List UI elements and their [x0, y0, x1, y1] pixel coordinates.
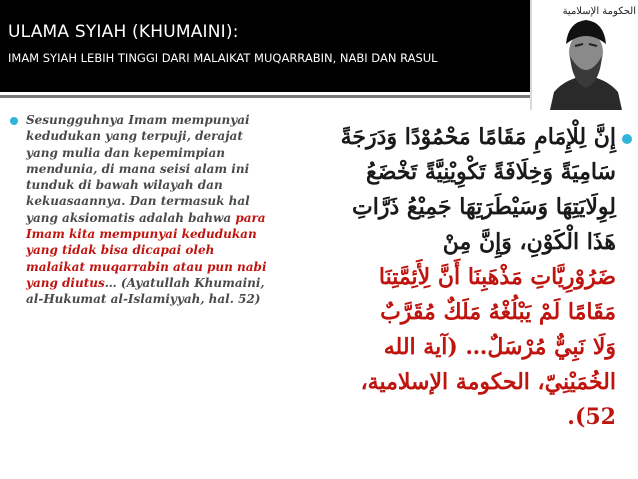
- indonesian-quote: [26, 112, 272, 308]
- arabic-line-6: مَقَامًا لَمْ يَبْلُغْهُ مَلَكٌ مُقَرَّبٌ: [380, 299, 616, 325]
- title-divider: [0, 95, 530, 98]
- quote-text-start: Sesungguhnya Imam mempunyai kedudukan yang terpuji, derajat yang mulia dan kepemimpian mendunia, di mana seisi alam ini tunduk di bawah wilayah dan kekuasaannya. Dan termasuk hal yang aksiomatis adalah bahwa: [26, 113, 250, 225]
- arabic-line-8: الخُمَيْنِيّ، الحكومة الإسلامية،: [360, 369, 616, 395]
- slide-title: ULAMA SYIAH (KHUMAINI):: [8, 22, 239, 42]
- photo-caption: الحكومة الإسلامية: [562, 6, 636, 17]
- arabic-line-5: ضَرُوْرِيَّاتِ مَذْهَبِنَا أَنَّ لِأَئِمَّتِنَا: [378, 264, 616, 290]
- slide-subtitle: IMAM SYIAH LEBIH TINGGI DARI MALAIKAT MUQARRABIN, NABI DAN RASUL: [8, 51, 438, 65]
- quote-text-end: … (Ayatullah Khumaini, al-Hukumat al-Islamiyyah, hal. 52): [26, 275, 265, 307]
- arabic-line-9: 52).: [567, 404, 616, 430]
- quote-highlight: para Imam kita mempunyai kedudukan yang tidak bisa dicapai oleh malaikat muqarrabin atau pun nabi yang diutus: [26, 210, 267, 290]
- right-column: [286, 120, 632, 435]
- arabic-line-3: لِوِلَايَتِهَا وَسَيْطَرَتِهَا جَمِيْعُ ذَرَّاتِ: [352, 194, 616, 220]
- title-bar: [0, 0, 530, 92]
- bullet-icon: [622, 134, 632, 144]
- left-column: [10, 112, 272, 308]
- arabic-line-2: سَامِيَةً وَخِلَافَةً تَكْوِيْنِيَّةً تَخْضَعُ: [366, 159, 616, 185]
- arabic-line-4: هَذَا الْكَوْنِ، وَإِنَّ مِنْ: [442, 229, 616, 255]
- arabic-line-1: إِنَّ لِلْإِمَامِ مَقَامًا مَحْمُوْدًا وَدَرَجَةً: [340, 124, 616, 150]
- portrait-photo: [530, 0, 638, 110]
- arabic-line-7: وَلَا نَبِيٌّ مُرْسَلٌ… (آية الله: [383, 334, 616, 360]
- bullet-icon: [10, 117, 18, 125]
